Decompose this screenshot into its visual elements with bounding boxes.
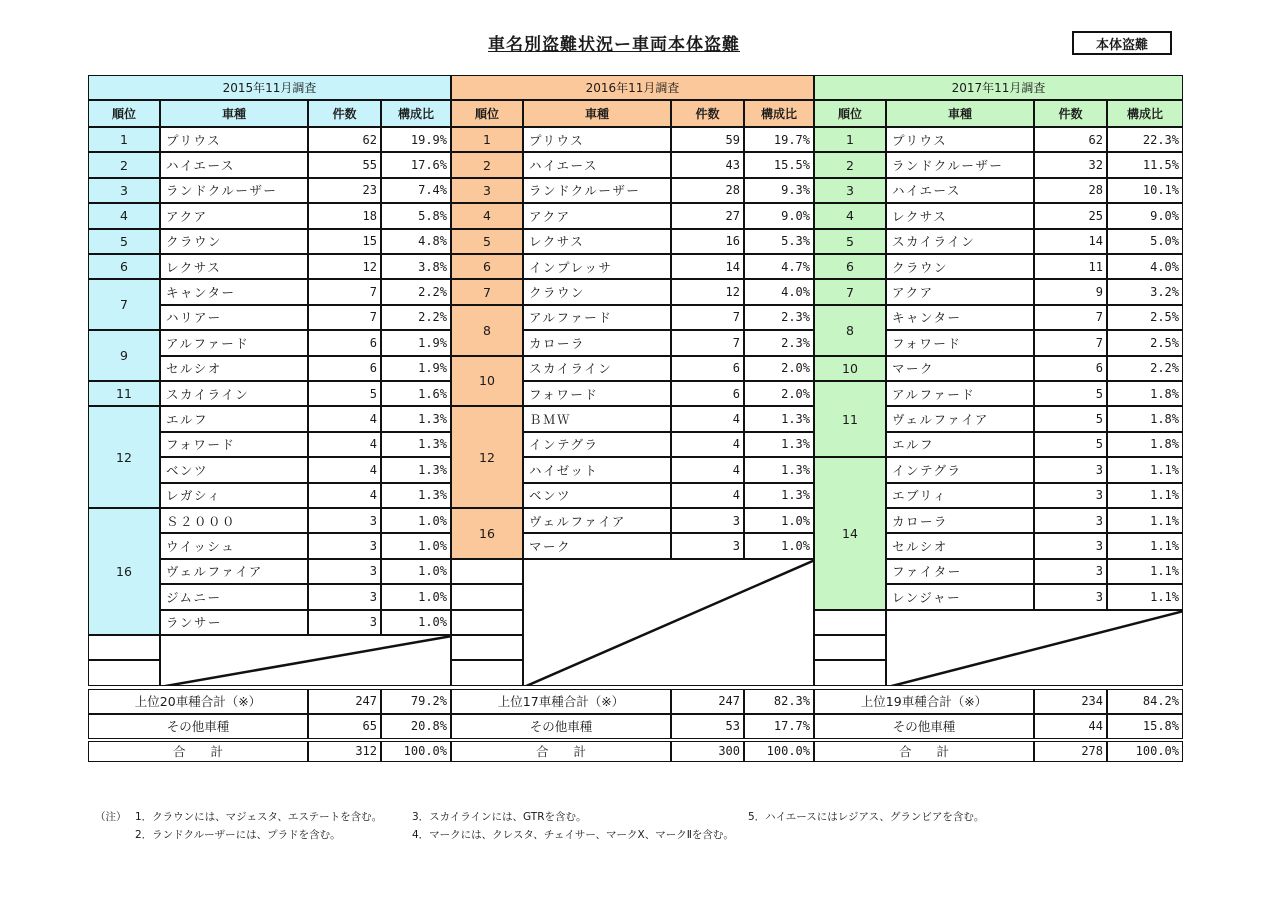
- column-header-ratio: 構成比: [744, 100, 814, 127]
- car-model-cell: ハイエース: [886, 178, 1034, 203]
- car-model-cell: アルファード: [160, 330, 308, 355]
- ratio-cell: 1.3%: [744, 483, 814, 508]
- summary-ratio: 100.0%: [1107, 741, 1183, 762]
- count-cell: 4: [671, 406, 744, 431]
- car-model-cell: ファイター: [886, 559, 1034, 584]
- ratio-cell: 1.0%: [381, 533, 451, 558]
- count-cell: 7: [1034, 305, 1107, 330]
- count-cell: 3: [308, 533, 381, 558]
- column-header-count: 件数: [308, 100, 381, 127]
- count-cell: 6: [671, 356, 744, 381]
- blank-area: [886, 610, 1183, 686]
- summary-ratio: 100.0%: [744, 741, 814, 762]
- count-cell: 7: [1034, 330, 1107, 355]
- ratio-cell: 1.0%: [744, 533, 814, 558]
- ratio-cell: 3.2%: [1107, 279, 1183, 304]
- blank-rank-cell: [814, 610, 886, 635]
- rank-cell: 10: [451, 356, 523, 407]
- survey-title: 2017年11月調査: [814, 75, 1183, 100]
- rank-cell: 12: [88, 406, 160, 508]
- car-model-cell: レンジャー: [886, 584, 1034, 609]
- car-model-cell: エルフ: [160, 406, 308, 431]
- ratio-cell: 5.8%: [381, 203, 451, 228]
- car-model-cell: ウイッシュ: [160, 533, 308, 558]
- column-header-count: 件数: [1034, 100, 1107, 127]
- car-model-cell: アクア: [886, 279, 1034, 304]
- count-cell: 25: [1034, 203, 1107, 228]
- car-model-cell: インプレッサ: [523, 254, 671, 279]
- ratio-cell: 2.2%: [381, 305, 451, 330]
- count-cell: 55: [308, 152, 381, 177]
- ratio-cell: 2.2%: [1107, 356, 1183, 381]
- category-tag-box: 本体盗難: [1072, 31, 1172, 55]
- rank-cell: 6: [814, 254, 886, 279]
- count-cell: 5: [308, 381, 381, 406]
- car-model-cell: ベンツ: [523, 483, 671, 508]
- count-cell: 3: [308, 508, 381, 533]
- rank-cell: 3: [814, 178, 886, 203]
- rank-cell: 9: [88, 330, 160, 381]
- summary-label: 合 計: [814, 741, 1034, 762]
- ratio-cell: 1.1%: [1107, 584, 1183, 609]
- car-model-cell: レガシィ: [160, 483, 308, 508]
- column-header-car: 車種: [886, 100, 1034, 127]
- summary-count: 278: [1034, 741, 1107, 762]
- rank-cell: 2: [88, 152, 160, 177]
- ratio-cell: 7.4%: [381, 178, 451, 203]
- rank-cell: 6: [451, 254, 523, 279]
- rank-cell: 8: [814, 305, 886, 356]
- summary-label: その他車種: [88, 714, 308, 739]
- car-model-cell: スカイライン: [160, 381, 308, 406]
- column-header-rank: 順位: [451, 100, 523, 127]
- count-cell: 3: [1034, 533, 1107, 558]
- count-cell: 3: [671, 533, 744, 558]
- car-model-cell: エルフ: [886, 432, 1034, 457]
- ratio-cell: 2.3%: [744, 305, 814, 330]
- car-model-cell: セルシオ: [886, 533, 1034, 558]
- ratio-cell: 2.2%: [381, 279, 451, 304]
- summary-count: 312: [308, 741, 381, 762]
- blank-rank-cell: [451, 610, 523, 635]
- summary-ratio: 79.2%: [381, 689, 451, 714]
- blank-rank-cell: [814, 635, 886, 660]
- summary-label: 上位20車種合計（※）: [88, 689, 308, 714]
- car-model-cell: ベンツ: [160, 457, 308, 482]
- ratio-cell: 1.1%: [1107, 457, 1183, 482]
- ratio-cell: 1.8%: [1107, 432, 1183, 457]
- rank-cell: 4: [451, 203, 523, 228]
- ratio-cell: 4.0%: [744, 279, 814, 304]
- ratio-cell: 3.8%: [381, 254, 451, 279]
- blank-rank-cell: [88, 635, 160, 660]
- count-cell: 3: [1034, 457, 1107, 482]
- count-cell: 11: [1034, 254, 1107, 279]
- rank-cell: 1: [814, 127, 886, 152]
- count-cell: 28: [671, 178, 744, 203]
- ratio-cell: 4.8%: [381, 229, 451, 254]
- ratio-cell: 1.3%: [381, 457, 451, 482]
- car-model-cell: アクア: [160, 203, 308, 228]
- rank-cell: 1: [451, 127, 523, 152]
- car-model-cell: ヴェルファイア: [523, 508, 671, 533]
- rank-cell: 4: [88, 203, 160, 228]
- car-model-cell: キャンター: [160, 279, 308, 304]
- notes-col-1: [135, 808, 382, 844]
- column-header-car: 車種: [523, 100, 671, 127]
- ratio-cell: 1.3%: [744, 457, 814, 482]
- rank-cell: 6: [88, 254, 160, 279]
- summary-ratio: 82.3%: [744, 689, 814, 714]
- count-cell: 5: [1034, 432, 1107, 457]
- summary-label: 合 計: [451, 741, 671, 762]
- car-model-cell: レクサス: [160, 254, 308, 279]
- ratio-cell: 1.8%: [1107, 381, 1183, 406]
- column-header-rank: 順位: [814, 100, 886, 127]
- ratio-cell: 5.0%: [1107, 229, 1183, 254]
- car-model-cell: マーク: [886, 356, 1034, 381]
- ratio-cell: 1.3%: [744, 432, 814, 457]
- ratio-cell: 17.6%: [381, 152, 451, 177]
- count-cell: 4: [308, 457, 381, 482]
- ratio-cell: 1.1%: [1107, 483, 1183, 508]
- ratio-cell: 19.7%: [744, 127, 814, 152]
- car-model-cell: インテグラ: [886, 457, 1034, 482]
- diagonal-strike-line: [887, 611, 1183, 686]
- summary-label: 上位19車種合計（※）: [814, 689, 1034, 714]
- rank-cell: 5: [451, 229, 523, 254]
- car-model-cell: マーク: [523, 533, 671, 558]
- car-model-cell: インテグラ: [523, 432, 671, 457]
- car-model-cell: ハイゼット: [523, 457, 671, 482]
- count-cell: 12: [308, 254, 381, 279]
- notes-prefix: （注）: [95, 811, 127, 823]
- car-model-cell: アクア: [523, 203, 671, 228]
- count-cell: 14: [1034, 229, 1107, 254]
- ratio-cell: 1.1%: [1107, 559, 1183, 584]
- car-model-cell: カローラ: [886, 508, 1034, 533]
- count-cell: 18: [308, 203, 381, 228]
- count-cell: 4: [671, 432, 744, 457]
- summary-count: 247: [308, 689, 381, 714]
- ratio-cell: 1.9%: [381, 330, 451, 355]
- car-model-cell: アルファード: [886, 381, 1034, 406]
- ratio-cell: 1.1%: [1107, 508, 1183, 533]
- ratio-cell: 1.3%: [381, 483, 451, 508]
- ratio-cell: 2.3%: [744, 330, 814, 355]
- ratio-cell: 5.3%: [744, 229, 814, 254]
- car-model-cell: Ｓ２０００: [160, 508, 308, 533]
- diagonal-strike-line: [161, 636, 451, 686]
- column-header-count: 件数: [671, 100, 744, 127]
- car-model-cell: プリウス: [523, 127, 671, 152]
- note-5: 5．ハイエースにはレジアス、グランビアを含む。: [748, 811, 985, 823]
- car-model-cell: クラウン: [160, 229, 308, 254]
- count-cell: 23: [308, 178, 381, 203]
- ratio-cell: 9.0%: [744, 203, 814, 228]
- count-cell: 7: [671, 330, 744, 355]
- car-model-cell: ヴェルファイア: [160, 559, 308, 584]
- car-model-cell: プリウス: [160, 127, 308, 152]
- summary-label: 上位17車種合計（※）: [451, 689, 671, 714]
- car-model-cell: ランドクルーザー: [886, 152, 1034, 177]
- car-model-cell: アルファード: [523, 305, 671, 330]
- car-model-cell: ハイエース: [523, 152, 671, 177]
- ratio-cell: 22.3%: [1107, 127, 1183, 152]
- ratio-cell: 2.5%: [1107, 330, 1183, 355]
- ratio-cell: 1.0%: [381, 584, 451, 609]
- ratio-cell: 1.9%: [381, 356, 451, 381]
- summary-ratio: 84.2%: [1107, 689, 1183, 714]
- rank-cell: 2: [814, 152, 886, 177]
- count-cell: 6: [308, 356, 381, 381]
- blank-rank-cell: [451, 660, 523, 685]
- rank-cell: 1: [88, 127, 160, 152]
- count-cell: 12: [671, 279, 744, 304]
- ratio-cell: 1.0%: [381, 559, 451, 584]
- car-model-cell: カローラ: [523, 330, 671, 355]
- car-model-cell: クラウン: [523, 279, 671, 304]
- car-model-cell: フォワード: [160, 432, 308, 457]
- count-cell: 4: [308, 432, 381, 457]
- ratio-cell: 1.3%: [381, 432, 451, 457]
- car-model-cell: クラウン: [886, 254, 1034, 279]
- car-model-cell: ハイエース: [160, 152, 308, 177]
- ratio-cell: 1.1%: [1107, 533, 1183, 558]
- ratio-cell: 2.0%: [744, 356, 814, 381]
- ratio-cell: 1.6%: [381, 381, 451, 406]
- note-3: 3．スカイラインには、GTRを含む。: [412, 811, 587, 823]
- note-1: 1．クラウンには、マジェスタ、エステートを含む。: [135, 811, 383, 823]
- summary-count: 234: [1034, 689, 1107, 714]
- count-cell: 3: [1034, 508, 1107, 533]
- ratio-cell: 1.0%: [381, 508, 451, 533]
- summary-count: 65: [308, 714, 381, 739]
- rank-cell: 2: [451, 152, 523, 177]
- count-cell: 5: [1034, 406, 1107, 431]
- summary-ratio: 17.7%: [744, 714, 814, 739]
- rank-cell: 11: [814, 381, 886, 457]
- ratio-cell: 9.0%: [1107, 203, 1183, 228]
- column-header-rank: 順位: [88, 100, 160, 127]
- car-model-cell: スカイライン: [886, 229, 1034, 254]
- car-model-cell: ランドクルーザー: [523, 178, 671, 203]
- page-title: 車名別盗難状況ー車両本体盗難: [488, 35, 740, 55]
- ratio-cell: 1.8%: [1107, 406, 1183, 431]
- rank-cell: 7: [451, 279, 523, 304]
- summary-label: その他車種: [451, 714, 671, 739]
- count-cell: 3: [1034, 483, 1107, 508]
- count-cell: 3: [671, 508, 744, 533]
- ratio-cell: 1.0%: [381, 610, 451, 635]
- car-model-cell: フォワード: [886, 330, 1034, 355]
- count-cell: 62: [1034, 127, 1107, 152]
- summary-label: 合 計: [88, 741, 308, 762]
- count-cell: 32: [1034, 152, 1107, 177]
- count-cell: 27: [671, 203, 744, 228]
- rank-cell: 5: [88, 229, 160, 254]
- ratio-cell: 1.0%: [744, 508, 814, 533]
- count-cell: 7: [308, 279, 381, 304]
- blank-area: [523, 559, 814, 686]
- count-cell: 6: [671, 381, 744, 406]
- car-model-cell: エブリィ: [886, 483, 1034, 508]
- diagonal-strike-line: [524, 560, 814, 686]
- note-2: 2．ランドクルーザーには、プラドを含む。: [135, 829, 341, 841]
- car-model-cell: ハリアー: [160, 305, 308, 330]
- summary-ratio: 20.8%: [381, 714, 451, 739]
- count-cell: 28: [1034, 178, 1107, 203]
- car-model-cell: ランドクルーザー: [160, 178, 308, 203]
- car-model-cell: レクサス: [523, 229, 671, 254]
- rank-cell: 8: [451, 305, 523, 356]
- blank-rank-cell: [814, 660, 886, 685]
- count-cell: 14: [671, 254, 744, 279]
- notes-col-3: [748, 808, 984, 826]
- ratio-cell: 2.0%: [744, 381, 814, 406]
- ratio-cell: 15.5%: [744, 152, 814, 177]
- car-model-cell: プリウス: [886, 127, 1034, 152]
- count-cell: 4: [671, 483, 744, 508]
- count-cell: 7: [308, 305, 381, 330]
- ratio-cell: 4.7%: [744, 254, 814, 279]
- rank-cell: 16: [88, 508, 160, 635]
- count-cell: 62: [308, 127, 381, 152]
- car-model-cell: ジムニー: [160, 584, 308, 609]
- blank-rank-cell: [451, 559, 523, 584]
- count-cell: 3: [308, 559, 381, 584]
- ratio-cell: 19.9%: [381, 127, 451, 152]
- blank-area: [160, 635, 451, 686]
- count-cell: 7: [671, 305, 744, 330]
- count-cell: 5: [1034, 381, 1107, 406]
- rank-cell: 3: [451, 178, 523, 203]
- summary-count: 300: [671, 741, 744, 762]
- blank-rank-cell: [451, 635, 523, 660]
- rank-cell: 4: [814, 203, 886, 228]
- car-model-cell: スカイライン: [523, 356, 671, 381]
- car-model-cell: ＢＭＷ: [523, 406, 671, 431]
- rank-cell: 14: [814, 457, 886, 609]
- summary-count: 44: [1034, 714, 1107, 739]
- column-header-ratio: 構成比: [381, 100, 451, 127]
- notes-col-2: [412, 808, 734, 844]
- ratio-cell: 1.3%: [381, 406, 451, 431]
- count-cell: 3: [308, 610, 381, 635]
- rank-cell: 5: [814, 229, 886, 254]
- summary-count: 53: [671, 714, 744, 739]
- count-cell: 3: [1034, 584, 1107, 609]
- ratio-cell: 11.5%: [1107, 152, 1183, 177]
- car-model-cell: セルシオ: [160, 356, 308, 381]
- ratio-cell: 10.1%: [1107, 178, 1183, 203]
- count-cell: 6: [308, 330, 381, 355]
- count-cell: 4: [671, 457, 744, 482]
- column-header-ratio: 構成比: [1107, 100, 1183, 127]
- note-4: 4．マークには、クレスタ、チェイサー、マークX、マークⅡを含む。: [412, 829, 734, 841]
- car-model-cell: ランサー: [160, 610, 308, 635]
- rank-cell: 10: [814, 356, 886, 381]
- ratio-cell: 1.3%: [744, 406, 814, 431]
- rank-cell: 16: [451, 508, 523, 559]
- count-cell: 4: [308, 483, 381, 508]
- count-cell: 6: [1034, 356, 1107, 381]
- rank-cell: 11: [88, 381, 160, 406]
- count-cell: 9: [1034, 279, 1107, 304]
- car-model-cell: レクサス: [886, 203, 1034, 228]
- blank-rank-cell: [451, 584, 523, 609]
- column-header-car: 車種: [160, 100, 308, 127]
- rank-cell: 3: [88, 178, 160, 203]
- ratio-cell: 2.5%: [1107, 305, 1183, 330]
- count-cell: 59: [671, 127, 744, 152]
- rank-cell: 12: [451, 406, 523, 508]
- count-cell: 4: [308, 406, 381, 431]
- count-cell: 15: [308, 229, 381, 254]
- rank-cell: 7: [814, 279, 886, 304]
- car-model-cell: ヴェルファイア: [886, 406, 1034, 431]
- count-cell: 3: [1034, 559, 1107, 584]
- survey-title: 2015年11月調査: [88, 75, 451, 100]
- car-model-cell: キャンター: [886, 305, 1034, 330]
- count-cell: 3: [308, 584, 381, 609]
- summary-count: 247: [671, 689, 744, 714]
- car-model-cell: フォワード: [523, 381, 671, 406]
- count-cell: 43: [671, 152, 744, 177]
- summary-ratio: 100.0%: [381, 741, 451, 762]
- count-cell: 16: [671, 229, 744, 254]
- rank-cell: 7: [88, 279, 160, 330]
- survey-title: 2016年11月調査: [451, 75, 814, 100]
- summary-label: その他車種: [814, 714, 1034, 739]
- summary-ratio: 15.8%: [1107, 714, 1183, 739]
- blank-rank-cell: [88, 660, 160, 685]
- ratio-cell: 4.0%: [1107, 254, 1183, 279]
- ratio-cell: 9.3%: [744, 178, 814, 203]
